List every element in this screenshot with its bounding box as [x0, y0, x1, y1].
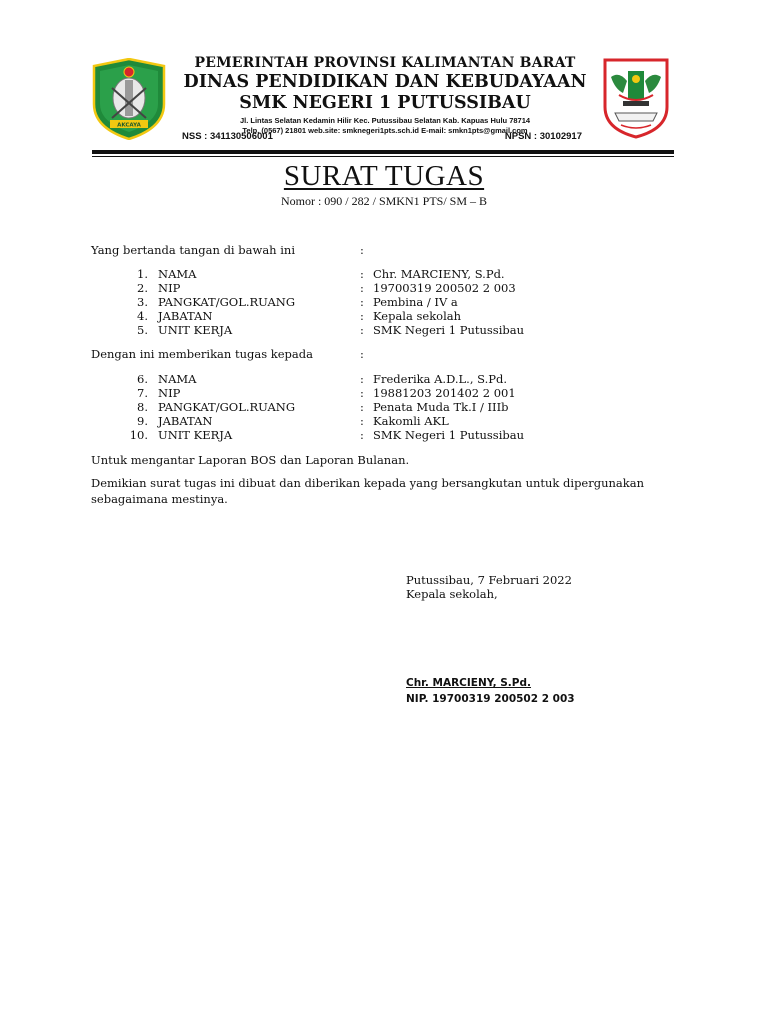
- field-label: NAMA: [158, 267, 197, 281]
- document-title: SURAT TUGAS: [283, 160, 485, 192]
- field-value: Chr. MARCIENY, S.Pd.: [373, 267, 505, 281]
- signature-place-date: Putussibau, 7 Februari 2022: [406, 573, 572, 587]
- field-label: NIP: [158, 386, 181, 400]
- letterhead-divider-thick: [92, 150, 674, 154]
- field-colon: :: [360, 400, 364, 414]
- nss-number: NSS : 341130506001: [182, 131, 273, 142]
- field-value: 19700319 200502 2 003: [373, 281, 516, 295]
- field-number: 8.: [137, 400, 148, 414]
- field-number: 4.: [137, 309, 148, 323]
- assignee-intro-colon: :: [360, 347, 364, 361]
- field-number: 7.: [137, 386, 148, 400]
- letterhead-divider-thin: [92, 156, 674, 157]
- signature-nip: NIP. 19700319 200502 2 003: [406, 693, 575, 705]
- field-label: NAMA: [158, 372, 197, 386]
- letterhead-government: PEMERINTAH PROVINSI KALIMANTAN BARAT: [194, 55, 576, 71]
- field-number: 2.: [137, 281, 148, 295]
- field-value: 19881203 201402 2 001: [373, 386, 516, 400]
- field-value: SMK Negeri 1 Putussibau: [373, 428, 525, 442]
- field-colon: :: [360, 372, 364, 386]
- field-label: UNIT KERJA: [158, 323, 233, 337]
- field-label: UNIT KERJA: [158, 428, 233, 442]
- letterhead-department: DINAS PENDIDIKAN DAN KEBUDAYAAN: [183, 72, 587, 92]
- letterhead-contact: Telp. (0567) 21801 web.site: smknegeri1pts.sch.id E-mail: smkn1pts@gmail.com: [242, 126, 528, 135]
- field-number: 3.: [137, 295, 148, 309]
- field-label: PANGKAT/GOL.RUANG: [158, 400, 296, 414]
- document-number: Nomor : 090 / 282 / SMKN1 PTS/ SM – B: [280, 194, 488, 208]
- purpose-text: Untuk mengantar Laporan BOS dan Laporan Bulanan.: [91, 453, 410, 467]
- field-label: JABATAN: [158, 309, 213, 323]
- field-colon: :: [360, 309, 364, 323]
- field-value: Pembina / IV a: [373, 295, 458, 309]
- letterhead: [180, 55, 590, 136]
- assignee-intro: Dengan ini memberikan tugas kepada: [91, 347, 313, 361]
- assigner-intro-colon: :: [360, 243, 364, 257]
- npsn-number: NPSN : 30102917: [504, 131, 582, 142]
- closing-paragraph: Demikian surat tugas ini dibuat dan diberikan kepada yang bersangkutan untuk dipergunakan sebagaimana mestinya.: [91, 476, 644, 506]
- signature-name: Chr. MARCIENY, S.Pd.: [406, 677, 532, 689]
- field-colon: :: [360, 414, 364, 428]
- field-colon: :: [360, 295, 364, 309]
- assigner-intro: Yang bertanda tangan di bawah ini: [91, 243, 296, 257]
- school-emblem-logo: [601, 57, 671, 139]
- field-number: 10.: [129, 428, 148, 442]
- field-value: SMK Negeri 1 Putussibau: [373, 323, 525, 337]
- field-colon: :: [360, 386, 364, 400]
- letterhead-address: Jl. Lintas Selatan Kedamin Hilir Kec. Putussibau Selatan Kab. Kapuas Hulu 78714: [239, 116, 531, 125]
- field-colon: :: [360, 267, 364, 281]
- field-colon: :: [360, 281, 364, 295]
- field-label: PANGKAT/GOL.RUANG: [158, 295, 296, 309]
- field-value: Kakomli AKL: [373, 414, 449, 428]
- emblem-motto-text: AKCAYA: [117, 122, 141, 129]
- field-number: 1.: [137, 267, 148, 281]
- field-value: Kepala sekolah: [373, 309, 462, 323]
- field-number: 5.: [137, 323, 148, 337]
- field-colon: :: [360, 428, 364, 442]
- field-colon: :: [360, 323, 364, 337]
- field-number: 9.: [137, 414, 148, 428]
- field-value: Frederika A.D.L., S.Pd.: [373, 372, 508, 386]
- field-number: 6.: [137, 372, 148, 386]
- provincial-emblem-logo: [92, 58, 166, 140]
- letterhead-school: SMK NEGERI 1 PUTUSSIBAU: [239, 93, 531, 113]
- field-label: NIP: [158, 281, 181, 295]
- field-label: JABATAN: [158, 414, 213, 428]
- field-value: Penata Muda Tk.I / IIIb: [373, 400, 509, 414]
- signature-position: Kepala sekolah,: [406, 587, 498, 601]
